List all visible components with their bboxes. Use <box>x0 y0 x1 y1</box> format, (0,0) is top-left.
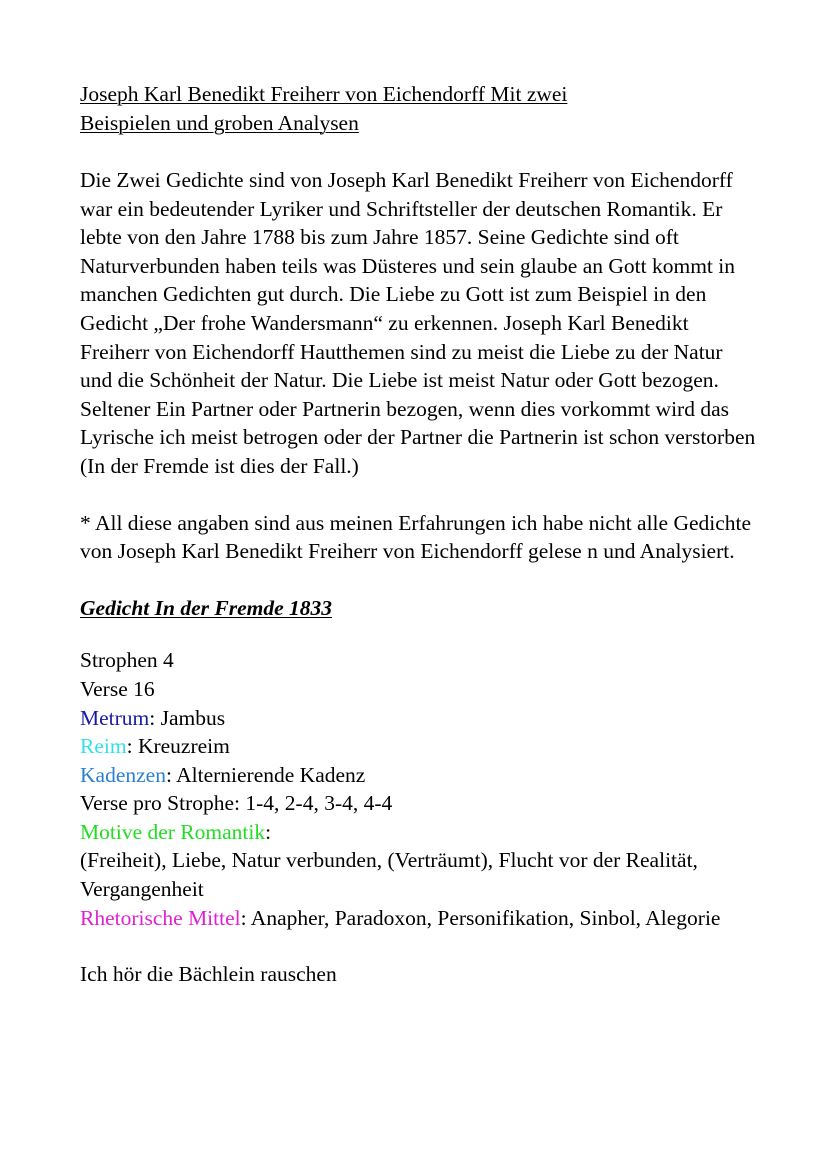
reim-line <box>80 732 760 761</box>
poem-analysis <box>80 646 760 932</box>
verse-pro-strophe: Verse pro Strophe: 1-4, 2-4, 3-4, 4-4 <box>80 791 393 816</box>
motive-value: (Freiheit), Liebe, Natur verbunden, (Verträumt), Flucht vor der Realität, Vergangenheit <box>80 848 698 902</box>
metrum-value: : Jambus <box>149 705 226 730</box>
title-line-2: Beispielen und groben Analysen <box>80 110 359 135</box>
reim-value: : Kreuzreim <box>126 734 230 759</box>
poem-heading: Gedicht In der Fremde 1833 <box>80 595 333 620</box>
kadenzen-value: : Alternierende Kadenz <box>165 762 366 787</box>
verse-count: Verse 16 <box>80 676 155 701</box>
metrum-label: Metrum <box>80 705 150 730</box>
intro-paragraph: Die Zwei Gedichte sind von Joseph Karl Benedikt Freiherr von Eichendorff war ein bedeutender Lyriker und Schriftsteller der deutschen Romantik. Er lebte von den Jahre 1788 bis zum Jahre 1857. Seine Gedichte sind oft Naturverbunden haben teils was Düsteres und sein glaube an Gott kommt in manchen Gedichten gut durch. Die Liebe zu Gott ist zum Beispiel in den Gedicht „Der frohe Wandersmann“ zu erkennen. Joseph Karl Benedikt Freiherr von Eichendorff Hautthemen sind zu meist die Liebe zu der Natur und die Schönheit der Natur. Die Liebe ist meist Natur oder Gott bezogen. Seltener Ein Partner oder Partnerin bezogen, wenn dies vorkommt wird das Lyrische ich meist betrogen oder der Partner die Partnerin ist schon verstorben (In der Fremde ist dies der Fall.) <box>80 168 756 478</box>
poem-first-line: Ich hör die Bächlein rauschen <box>80 962 337 987</box>
note-paragraph: * All diese angaben sind aus meinen Erfahrungen ich habe nicht alle Gedichte von Joseph Karl Benedikt Freiherr von Eichendorff gelese n und Analysiert. <box>80 510 752 564</box>
rhetorik-line <box>80 904 760 933</box>
kadenzen-label: Kadenzen <box>80 762 166 787</box>
reim-label: Reim <box>80 734 127 759</box>
document-title <box>80 80 760 137</box>
metrum-line <box>80 704 760 733</box>
rhetorik-value: : Anapher, Paradoxon, Personifikation, Sinbol, Alegorie <box>240 905 721 930</box>
rhetorik-label: Rhetorische Mittel <box>80 905 241 930</box>
motive-colon: : <box>265 819 272 844</box>
strophen-count: Strophen 4 <box>80 648 174 673</box>
title-line-1: Joseph Karl Benedikt Freiherr von Eichendorff Mit zwei <box>80 82 568 106</box>
kadenzen-line <box>80 761 760 790</box>
document-page <box>80 80 760 989</box>
motive-line <box>80 818 760 847</box>
motive-label: Motive der Romantik <box>80 819 266 844</box>
